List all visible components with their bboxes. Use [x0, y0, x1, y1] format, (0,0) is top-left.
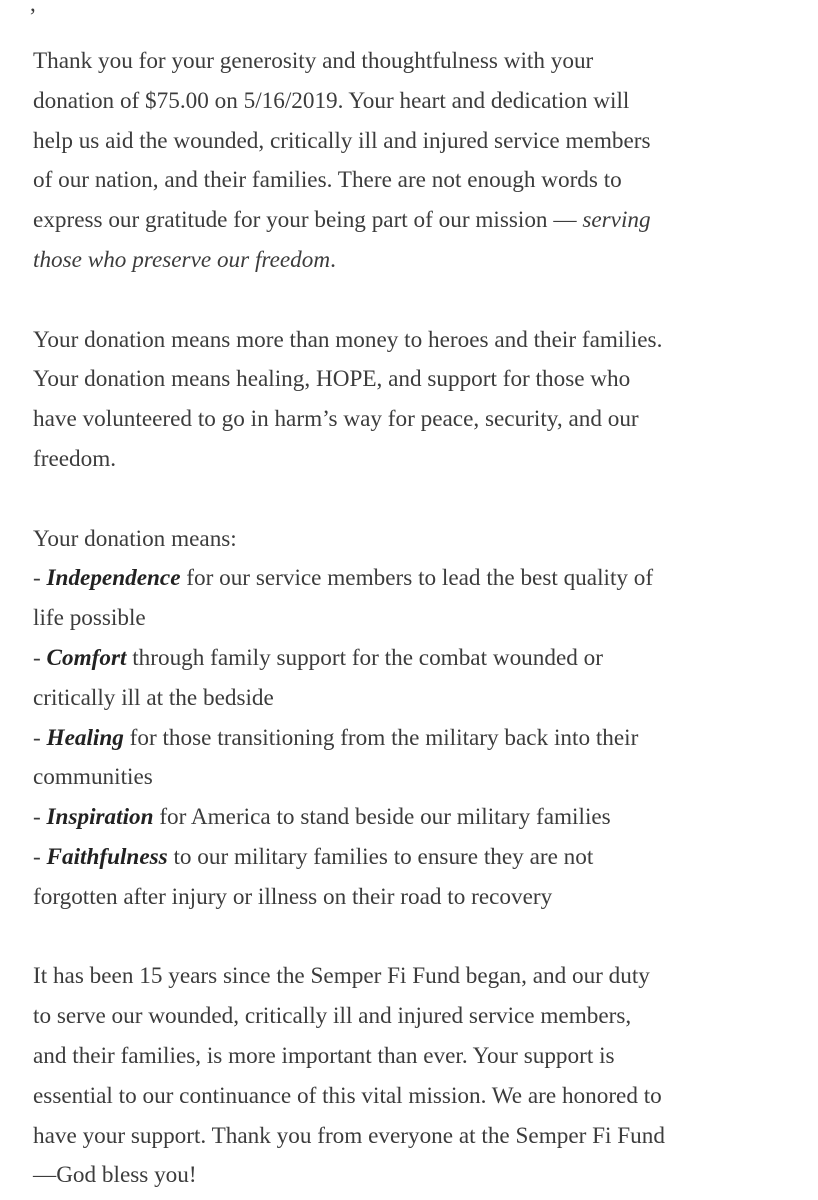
list-term: Inspiration	[46, 804, 154, 831]
list-item-continuation: critically ill at the bedside	[33, 684, 274, 711]
list-text: for those transitioning from the military back into their	[123, 724, 639, 751]
text-line: have volunteered to go in harm’s way for peace, security, and our	[33, 406, 639, 433]
list-item	[33, 559, 793, 599]
list-term: Independence	[46, 565, 181, 592]
list-text: through family support for the combat wounded or	[126, 644, 603, 671]
text-line: and their families, is more important than ever. Your support is	[33, 1042, 615, 1069]
list-dash: -	[33, 644, 47, 671]
list-item-continuation: communities	[33, 764, 153, 791]
text-fragment: .	[330, 246, 336, 273]
text-line: essential to our continuance of this vital mission. We are honored to	[33, 1082, 662, 1109]
list-dash: -	[33, 804, 47, 831]
text-line: Thank you for your generosity and thoughtfulness with your	[33, 48, 594, 74]
letter-body	[33, 42, 793, 1196]
text-line: Your donation means more than money to heroes and their families.	[33, 326, 663, 353]
donation-means-list	[33, 520, 793, 918]
text-line: have your support. Thank you from everyone at the Semper Fi Fund	[33, 1122, 665, 1149]
text-line: —God bless you!	[33, 1162, 197, 1189]
list-text: for America to stand beside our military families	[153, 804, 611, 831]
text-line	[33, 241, 793, 281]
text-fragment: express our gratitude for your being part of our mission —	[33, 207, 583, 234]
list-dash: -	[33, 843, 47, 870]
previous-line-fragment: ,	[30, 0, 36, 16]
text-line: of our nation, and their families. There are not enough words to	[33, 167, 622, 194]
text-line: It has been 15 years since the Semper Fi Fund began, and our duty	[33, 963, 650, 990]
donation-meaning-paragraph	[33, 321, 793, 480]
mission-emphasis: serving	[582, 207, 651, 234]
list-item-continuation: life possible	[33, 605, 146, 632]
list-text: for our service members to lead the best quality of	[180, 565, 654, 592]
text-line: help us aid the wounded, critically ill and injured service members	[33, 127, 651, 154]
list-text: to our military families to ensure they are not	[167, 843, 594, 870]
list-term: Comfort	[46, 644, 127, 671]
text-line: Your donation means healing, HOPE, and support for those who	[33, 366, 631, 393]
text-line: freedom.	[33, 445, 117, 472]
list-dash: -	[33, 724, 47, 751]
list-item	[33, 838, 793, 878]
text-line: donation of $75.00 on 5/16/2019. Your heart and dedication will	[33, 87, 630, 114]
list-intro: Your donation means:	[33, 525, 237, 552]
list-item	[33, 639, 793, 679]
list-item	[33, 798, 793, 838]
text-line: to serve our wounded, critically ill and injured service members,	[33, 1003, 632, 1030]
closing-paragraph	[33, 957, 793, 1196]
list-item	[33, 719, 793, 759]
text-line	[33, 201, 793, 241]
list-term: Faithfulness	[46, 843, 168, 870]
list-item-continuation: forgotten after injury or illness on their road to recovery	[33, 883, 553, 910]
list-dash: -	[33, 565, 47, 592]
thank-you-paragraph	[33, 42, 793, 281]
list-term: Healing	[46, 724, 124, 751]
mission-emphasis: those who preserve our freedom	[33, 246, 331, 273]
